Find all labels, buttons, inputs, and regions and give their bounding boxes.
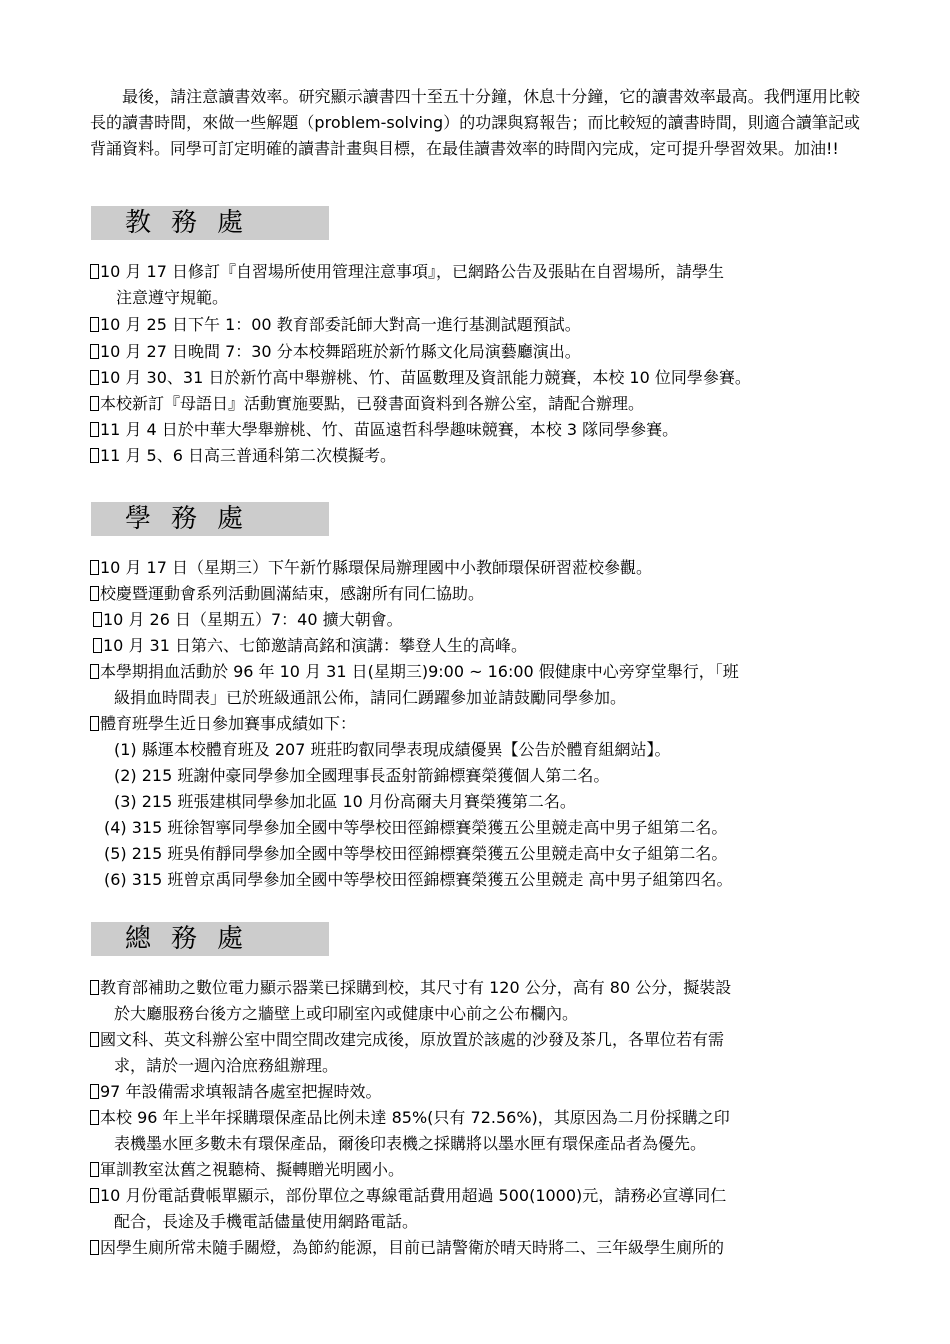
results-sub-item: (3) 215 班張建棋同學參加北區 10 月份高爾夫月賽榮獲第二名。 [114, 792, 576, 811]
missing-glyph-box-icon [90, 422, 99, 437]
general-affairs-item-continuation: 配合，長途及手機電話儘量使用網路電話。 [114, 1212, 419, 1231]
missing-glyph-box-icon [90, 586, 99, 601]
student-affairs-item: 10 月 31 日第六、七節邀請高銘和演講：攀登人生的高峰。 [93, 634, 527, 658]
academic-item: 11 月 5、6 日高三普通科第二次模擬考。 [90, 444, 396, 468]
student-affairs-item: 體育班學生近日參加賽事成績如下： [90, 712, 356, 736]
academic-item: 10 月 17 日修訂『自習場所使用管理注意事項』，已網路公告及張貼在自習場所，請學生 [90, 260, 724, 284]
section-header-student-affairs: 學務處 [91, 502, 329, 536]
student-affairs-item: 10 月 26 日（星期五）7：40 擴大朝會。 [93, 608, 403, 632]
general-affairs-item-continuation: 求，請於一週內洽庶務組辦理。 [114, 1056, 339, 1075]
missing-glyph-box-icon [90, 1240, 99, 1255]
missing-glyph-box-icon [90, 317, 99, 332]
missing-glyph-box-icon [90, 1032, 99, 1047]
missing-glyph-box-icon [90, 716, 99, 731]
missing-glyph-box-icon [90, 344, 99, 359]
results-sub-item: (5) 215 班吳侑靜同學參加全國中等學校田徑錦標賽榮獲五公里競走高中女子組第二名。 [104, 844, 728, 863]
general-affairs-item: 本校 96 年上半年採購環保產品比例未達 85%(只有 72.56%)，其原因為二月份採購之印 [90, 1106, 730, 1130]
missing-glyph-box-icon [90, 1084, 99, 1099]
general-affairs-item: 國文科、英文科辦公室中間空間改建完成後，原放置於該處的沙發及茶几，各單位若有需 [90, 1028, 724, 1052]
intro-paragraph: 最後，請注意讀書效率。研究顯示讀書四十至五十分鐘，休息十分鐘，它的讀書效率最高。我們運用比較長的讀書時間，來做一些解題（problem-solving）的功課與寫報告；而比較短的讀書時間，則適合讀筆記或背誦資料。同學可訂定明確的讀書計畫與目標，在最佳讀書效率的時間內完成，定可提升學習效果。加油!! [90, 87, 860, 158]
student-affairs-item-continuation: 級捐血時間表」已於班級通訊公佈，請同仁踴躍參加並請鼓勵同學參加。 [114, 688, 627, 707]
missing-glyph-box-icon [90, 448, 99, 463]
missing-glyph-box-icon [93, 612, 102, 627]
general-affairs-item: 因學生廁所常未隨手關燈，為節約能源，目前已請警衛於晴天時將二、三年級學生廁所的 [90, 1236, 724, 1260]
missing-glyph-box-icon [93, 638, 102, 653]
results-sub-item: (4) 315 班徐智寧同學參加全國中等學校田徑錦標賽榮獲五公里競走高中男子組第二名。 [104, 818, 728, 837]
student-affairs-item: 校慶暨運動會系列活動圓滿結束，感謝所有同仁協助。 [90, 582, 484, 606]
academic-item: 10 月 27 日晚間 7：30 分本校舞蹈班於新竹縣文化局演藝廳演出。 [90, 340, 581, 364]
section-header-academic: 教務處 [91, 206, 329, 240]
missing-glyph-box-icon [90, 396, 99, 411]
section-header-general-affairs: 總務處 [91, 922, 329, 956]
results-sub-item: (6) 315 班曾京禹同學參加全國中等學校田徑錦標賽榮獲五公里競走 高中男子組第四名。 [104, 870, 733, 889]
academic-item: 11 月 4 日於中華大學舉辦桃、竹、苗區遠哲科學趣味競賽，本校 3 隊同學參賽。 [90, 418, 678, 442]
missing-glyph-box-icon [90, 1110, 99, 1125]
student-affairs-item: 10 月 17 日（星期三）下午新竹縣環保局辦理國中小教師環保研習蒞校參觀。 [90, 556, 652, 580]
general-affairs-item: 97 年設備需求填報請各處室把握時效。 [90, 1080, 381, 1104]
general-affairs-item-continuation: 表機墨水匣多數未有環保產品，爾後印表機之採購將以墨水匣有環保產品者為優先。 [114, 1134, 707, 1153]
general-affairs-item: 10 月份電話費帳單顯示，部份單位之專線電話費用超過 500(1000)元，請務必宣導同仁 [90, 1184, 726, 1208]
missing-glyph-box-icon [90, 664, 99, 679]
academic-item: 本校新訂『母語日』活動實施要點，已發書面資料到各辦公室，請配合辦理。 [90, 392, 644, 416]
missing-glyph-box-icon [90, 264, 99, 279]
general-affairs-item: 教育部補助之數位電力顯示器業已採購到校，其尺寸有 120 公分，高有 80 公分，擬裝設 [90, 976, 731, 1000]
results-sub-item: (1) 縣運本校體育班及 207 班莊昀叡同學表現成績優異【公告於體育組網站】。 [114, 740, 671, 759]
results-sub-item: (2) 215 班謝仲豪同學參加全國理事長盃射箭錦標賽榮獲個人第二名。 [114, 766, 610, 785]
general-affairs-item-continuation: 於大廳服務台後方之牆壁上或印刷室內或健康中心前之公布欄內。 [114, 1004, 579, 1023]
academic-item: 10 月 30、31 日於新竹高中舉辦桃、竹、苗區數理及資訊能力競賽，本校 10 位同學參賽。 [90, 366, 751, 390]
general-affairs-item: 軍訓教室汰舊之視聽椅、擬轉贈光明國小。 [90, 1158, 404, 1182]
missing-glyph-box-icon [90, 1188, 99, 1203]
missing-glyph-box-icon [90, 370, 99, 385]
missing-glyph-box-icon [90, 980, 99, 995]
academic-item-continuation: 注意遵守規範。 [116, 288, 229, 307]
missing-glyph-box-icon [90, 1162, 99, 1177]
academic-item: 10 月 25 日下午 1：00 教育部委託師大對高一進行基測試題預試。 [90, 313, 581, 337]
missing-glyph-box-icon [90, 560, 99, 575]
student-affairs-item: 本學期捐血活動於 96 年 10 月 31 日(星期三)9:00 ~ 16:00 假健康中心旁穿堂舉行，「班 [90, 660, 739, 684]
